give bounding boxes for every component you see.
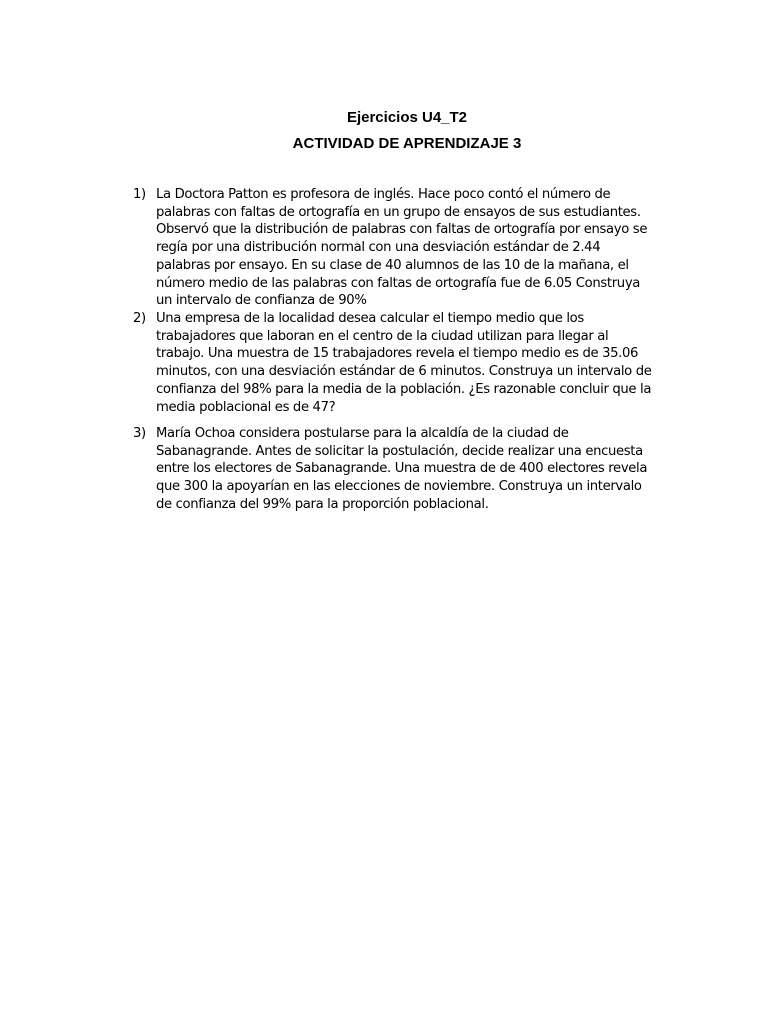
exercise-text: Una empresa de la localidad desea calcular el tiempo medio que los trabajadores que laboran en el centro de la ciudad utilizan para llegar al trabajo. Una muestra de 15 trabajadores revela el tiempo medio es de 35.06 minutos, con una desviación estándar de 6 minutos. Construya un intervalo de confianza del 98% para la media de la población. ¿Es razonable concluir que la media poblacional es de 47? [156,311,652,415]
exercise-number: 3) [133,426,146,441]
exercise-text: María Ochoa considera postularse para la alcaldía de la ciudad de Sabanagrande. Antes de solicitar la postulación, decide realizar una encuesta entre los electores de Sabanagrande. Una muestra de de 400 electores revela que 300 la apoyarían en las elecciones de noviembre. Construya un intervalo de confianza del 99% para la proporción poblacional. [156,426,648,512]
exercise-number: 1) [133,187,146,202]
page-title: Ejercicios U4_T2 [346,109,468,126]
exercise-2 [133,310,658,416]
exercise-number: 2) [133,311,146,326]
exercise-text: La Doctora Patton es profesora de inglés. Hace poco contó el número de palabras con faltas de ortografía en un grupo de ensayos de sus estudiantes. Observó que la distribución de palabras con faltas de ortografía por ensayo se regía por una distribución normal con una desviación estándar de 2.44 palabras por ensayo. En su clase de 40 alumnos de las 10 de la mañana, el número medio de las palabras con faltas de ortografía fue de 6.05 Construya un intervalo de confianza de 90% [156,187,648,309]
exercise-3 [133,425,658,514]
exercise-1 [133,186,658,310]
page-subtitle: ACTIVIDAD DE APRENDIZAJE 3 [292,135,522,152]
